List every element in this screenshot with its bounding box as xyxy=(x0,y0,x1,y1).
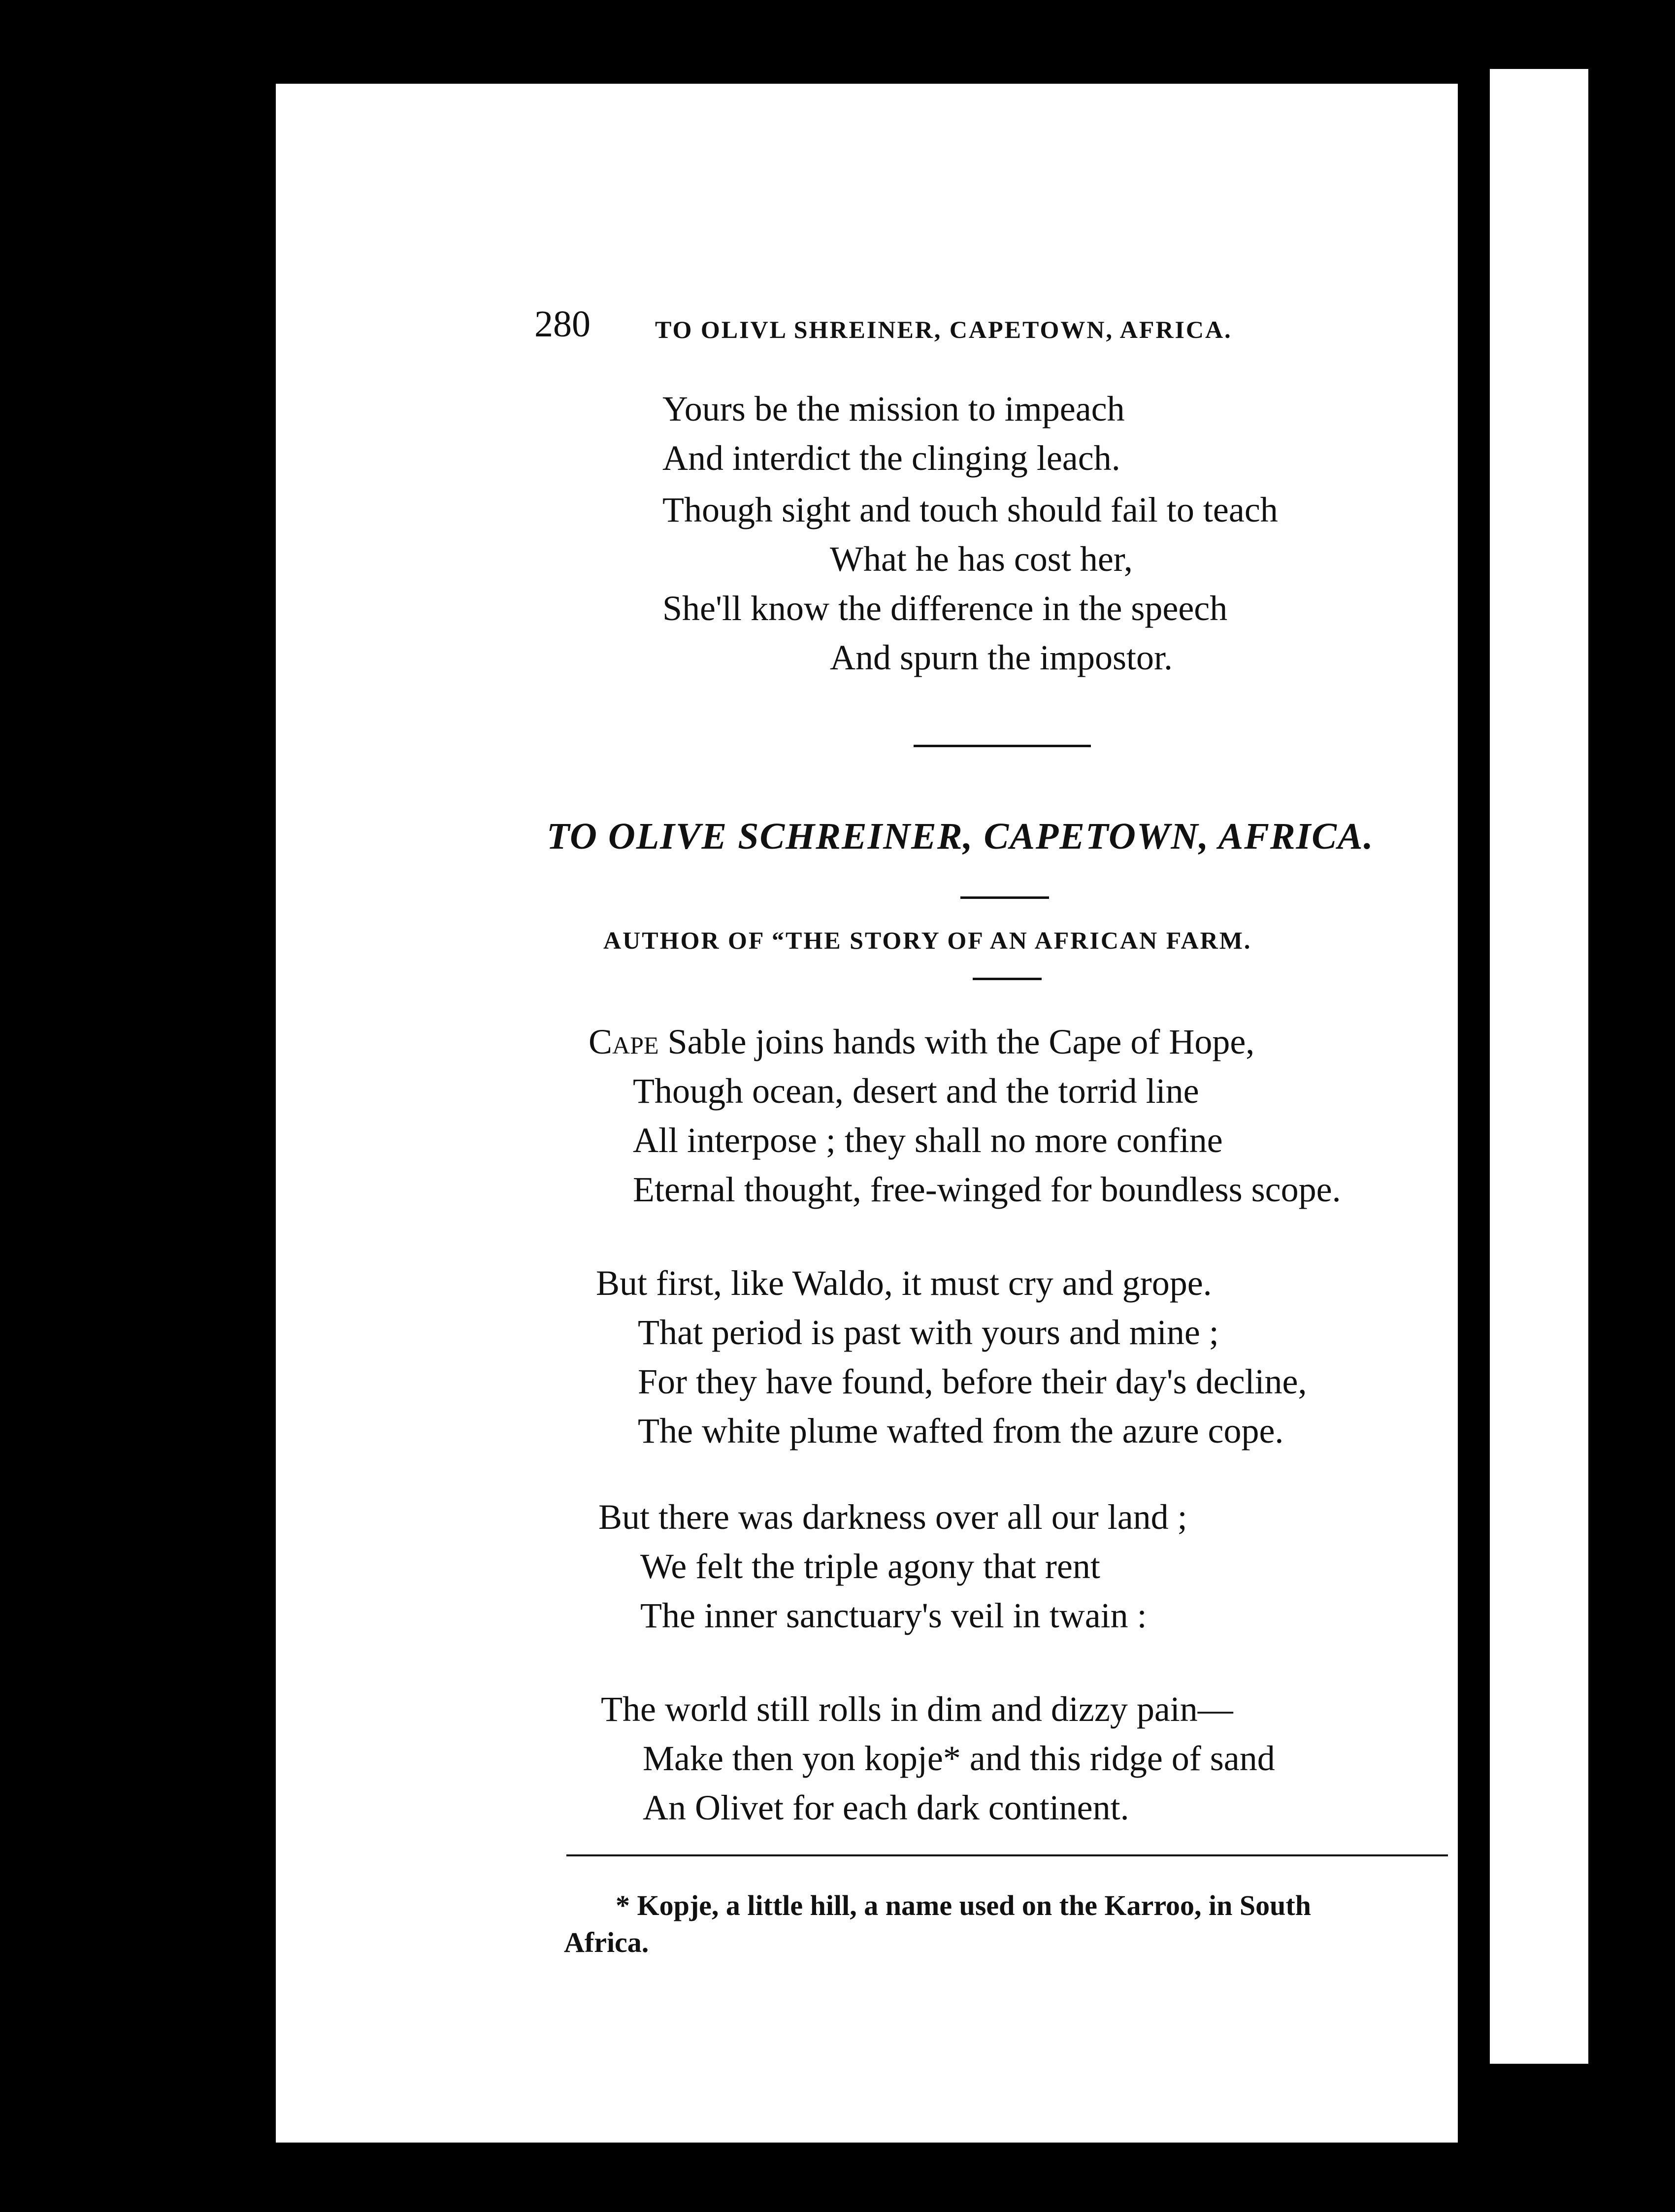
poem-line: We felt the triple agony that rent xyxy=(640,1547,1100,1586)
previous-poem-line: And spurn the impostor. xyxy=(830,638,1173,677)
next-page-edge xyxy=(1490,69,1588,2064)
title-rule xyxy=(960,896,1049,899)
poem-line: For they have found, before their day's decline, xyxy=(638,1362,1307,1401)
footnote-rule xyxy=(566,1854,1448,1856)
poem-line: But first, like Waldo, it must cry and grope. xyxy=(596,1263,1212,1303)
footnote-line: Africa. xyxy=(564,1926,649,1958)
poem-subtitle: AUTHOR OF “THE STORY OF AN AFRICAN FARM. xyxy=(603,926,1252,954)
poem-line: That period is past with yours and mine ; xyxy=(638,1313,1219,1352)
poem-line: All interpose ; they shall no more confine xyxy=(633,1121,1223,1160)
section-divider xyxy=(914,745,1091,747)
poem-line: Though ocean, desert and the torrid line xyxy=(633,1071,1199,1111)
previous-poem-line: Though sight and touch should fail to teach xyxy=(662,490,1278,529)
previous-poem-line: What he has cost her, xyxy=(830,539,1133,579)
running-head: TO OLIVL SHREINER, CAPETOWN, AFRICA. xyxy=(655,316,1232,343)
poem-line: The world still rolls in dim and dizzy pain— xyxy=(601,1689,1233,1729)
subtitle-rule xyxy=(973,978,1042,980)
poem-line: Eternal thought, free-winged for boundless scope. xyxy=(633,1170,1341,1209)
drop-word: Cape xyxy=(589,1022,659,1061)
poem-title: TO OLIVE SCHREINER, CAPETOWN, AFRICA. xyxy=(547,816,1374,857)
poem-line: An Olivet for each dark continent. xyxy=(643,1788,1129,1827)
poem-line xyxy=(589,1017,1254,1066)
previous-poem-line: She'll know the difference in the speech xyxy=(662,589,1228,628)
footnote-line: * Kopje, a little hill, a name used on the Karroo, in South xyxy=(616,1889,1311,1921)
previous-poem-line: Yours be the mission to impeach xyxy=(662,389,1125,429)
poem-line-text: Sable joins hands with the Cape of Hope, xyxy=(658,1022,1255,1061)
poem-line: The white plume wafted from the azure cope. xyxy=(638,1411,1284,1451)
previous-poem-line: And interdict the clinging leach. xyxy=(662,438,1120,478)
page-number: 280 xyxy=(534,303,591,345)
poem-line: Make then yon kopje* and this ridge of sand xyxy=(643,1739,1275,1778)
poem-line: The inner sanctuary's veil in twain : xyxy=(640,1596,1147,1635)
poem-line: But there was darkness over all our land ; xyxy=(598,1497,1187,1537)
